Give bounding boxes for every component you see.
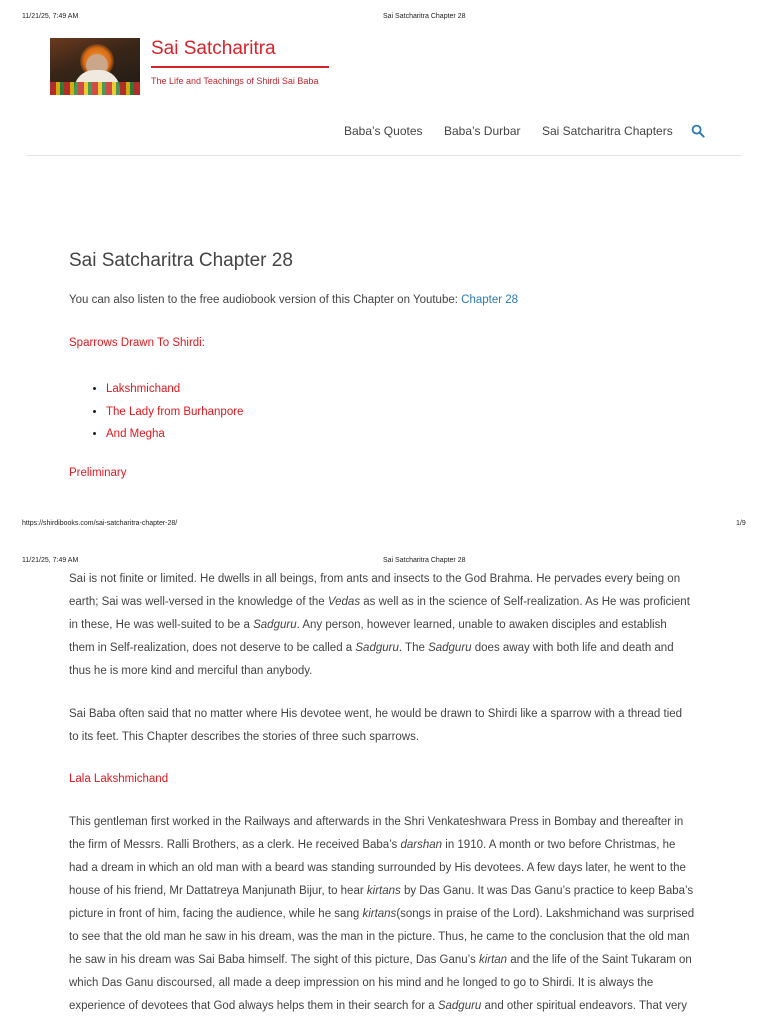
page-title: Sai Satcharitra Chapter 28 (69, 250, 293, 271)
print-page-number: 1/9 (736, 520, 746, 527)
site-logo-image[interactable] (50, 38, 140, 95)
paragraph-3-line: which Das Ganu discoursed, all made a deep impression on his mind and he longed to go to Shirdi. It is always the (69, 977, 654, 989)
paragraph-3-line: the firm of Messrs. Ralli Brothers, as a clerk. He received Baba’s darshan in 1910. A month or two before Christmas, he (69, 839, 676, 851)
site-tagline: The Life and Teachings of Shirdi Sai Baba (151, 76, 319, 86)
list-item-lady-from-burhanpore[interactable]: • The Lady from Burhanpore (106, 401, 243, 424)
nav-babas-quotes[interactable]: Baba’s Quotes (344, 124, 423, 138)
list-item-lakshmichand[interactable]: • Lakshmichand (106, 378, 243, 401)
nav-babas-durbar[interactable]: Baba’s Durbar (444, 124, 521, 138)
header-divider (26, 155, 742, 156)
print-doc-title-page2: Sai Satcharitra Chapter 28 (383, 557, 466, 564)
paragraph-3-line: to see that the old man he saw in his dream, was the man in the picture. Thus, he came to the conclusion that the old man (69, 931, 690, 943)
paragraph-1-line: earth; Sai was well-versed in the knowledge of the Vedas as well as in the science of Self-realization. As He was proficient (69, 596, 690, 608)
paragraph-3-line: he saw in his dream was Sai Baba himself. The sight of this picture, Das Ganu’s kirtan and the life of the Saint Tukaram on (69, 954, 692, 966)
print-doc-title: Sai Satcharitra Chapter 28 (383, 13, 466, 20)
lala-lakshmichand-heading: Lala Lakshmichand (69, 773, 169, 785)
paragraph-3-line: had a dream in which an old man with a beard was standing surrounded by His devotees. A few days later, he went to the (69, 862, 686, 874)
paragraph-1-line: in these, He was well-suited to be a Sadguru. Any person, however learned, unable to awaken disciples and establish (69, 619, 667, 631)
paragraph-3-line: house of his friend, Mr Dattatreya Manjunath Bijur, to hear kirtans by Das Ganu. It was Das Ganu’s practice to keep Baba’s (69, 885, 694, 897)
print-datetime: 11/21/25, 7:49 AM (22, 13, 79, 20)
search-icon[interactable] (691, 124, 705, 138)
nav-sai-satcharitra-chapters[interactable]: Sai Satcharitra Chapters (542, 124, 673, 138)
paragraph-1-line: them in Self-realization, does not deserve to be called a Sadguru. The Sadguru does away with both life and death and (69, 642, 674, 654)
intro-text: You can also listen to the free audiobook version of this Chapter on Youtube: (69, 294, 462, 306)
site-title[interactable]: Sai Satcharitra (151, 38, 276, 59)
list-item-and-megha[interactable]: • And Megha (106, 423, 243, 446)
paragraph-1-line: thus he is more kind and merciful than anybody. (69, 665, 313, 677)
sparrows-list (84, 378, 243, 446)
print-url: https://shirdibooks.com/sai-satcharitra-chapter-28/ (22, 520, 178, 527)
intro-paragraph (69, 294, 518, 306)
paragraph-1-line: Sai is not finite or limited. He dwells in all beings, from ants and insects to the God Brahma. He pervades every being on (69, 573, 681, 585)
sparrows-heading: Sparrows Drawn To Shirdi: (69, 337, 205, 349)
chapter-28-link[interactable]: Chapter 28 (461, 294, 519, 306)
paragraph-3-line: picture in front of him, facing the audience, while he sang kirtans(songs in praise of the Lord). Lakshmichand was surprised (69, 908, 695, 920)
paragraph-2-line: to its feet. This Chapter describes the stories of three such sparrows. (69, 731, 420, 743)
paragraph-3-line: experience of devotees that God always helps them in their search for a Sadguru and other spiritual endeavors. That very (69, 1000, 687, 1012)
title-underline (151, 66, 329, 68)
preliminary-heading: Preliminary (69, 467, 127, 479)
paragraph-3-line: This gentleman first worked in the Railways and afterwards in the Shri Venkateshwara Press in Bombay and thereafter in (69, 816, 684, 828)
print-datetime-page2: 11/21/25, 7:49 AM (22, 557, 79, 564)
paragraph-2-line: Sai Baba often said that no matter where His devotee went, he would be drawn to Shirdi like a sparrow with a thread tied (69, 708, 683, 720)
